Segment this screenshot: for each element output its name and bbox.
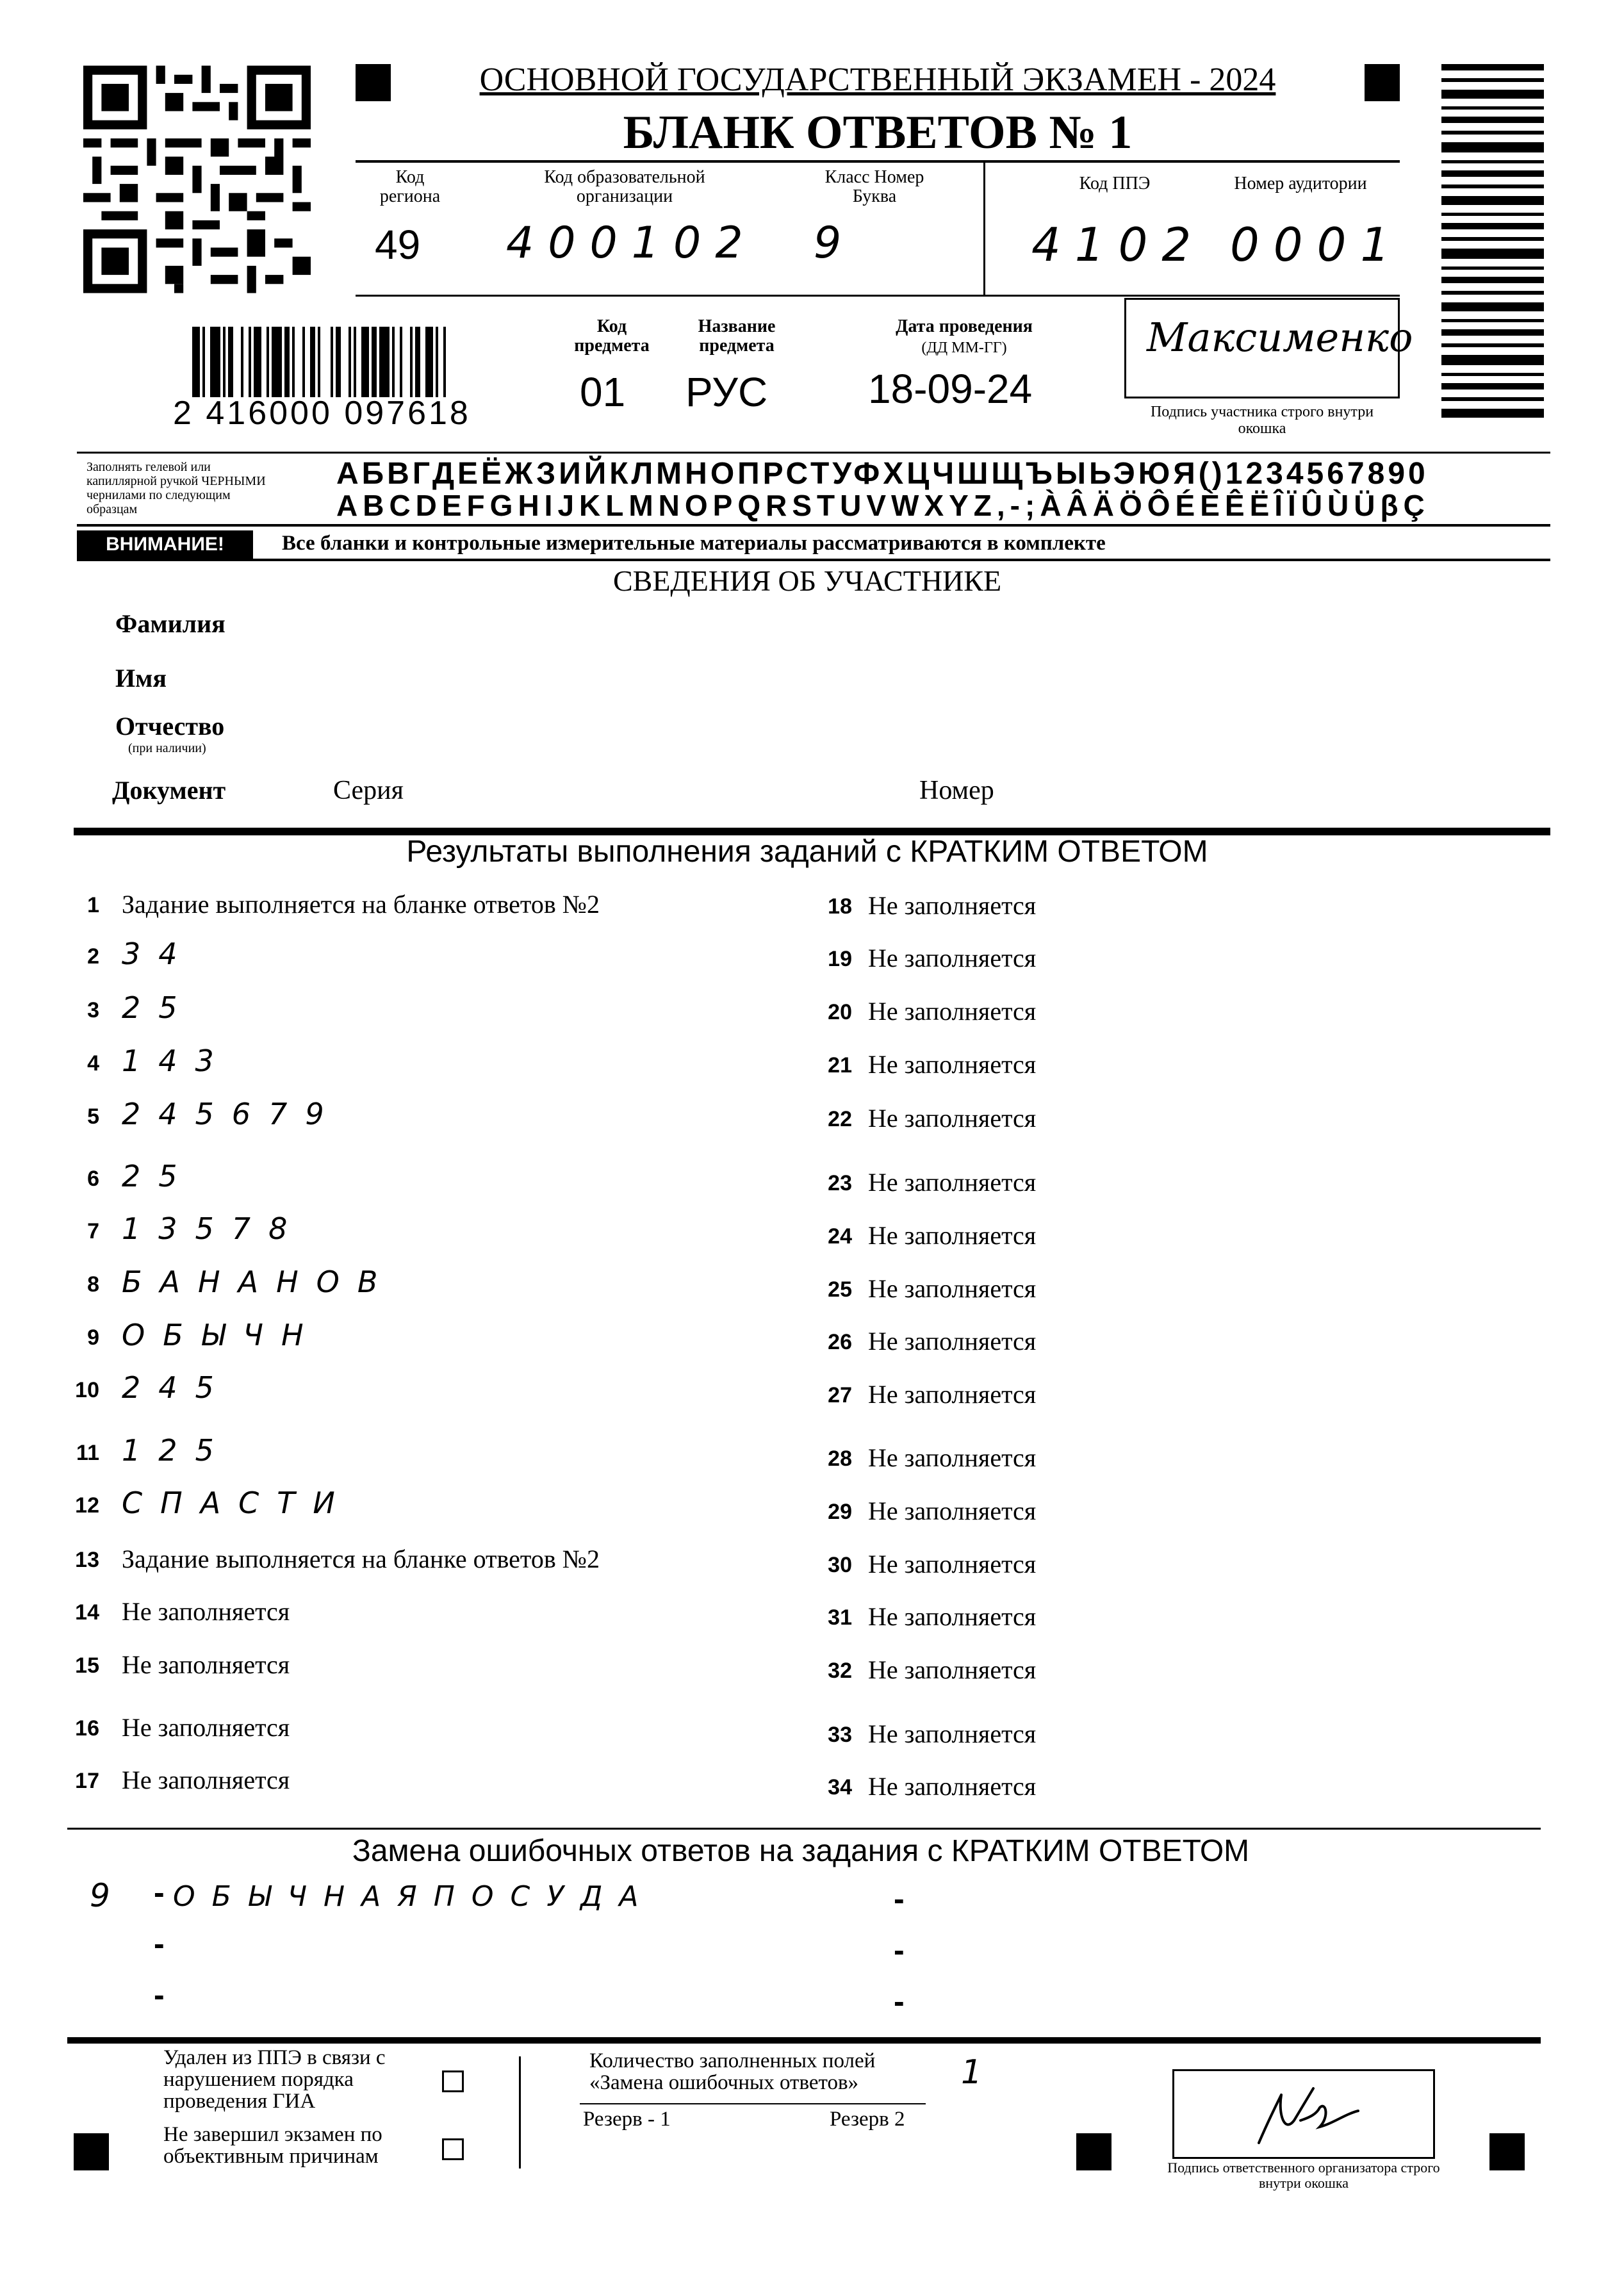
task-note: Не заполняется [868,1772,1037,1801]
exam-title: ОСНОВНОЙ ГОСУДАРСТВЕННЫЙ ЭКЗАМЕН - 2024 [479,61,1276,98]
results-rule [67,1828,1541,1830]
registration-marker-bottom-right [1489,2133,1525,2170]
registration-marker-bottom-left [74,2133,109,2170]
replacement-dash-5: - [894,1932,905,1968]
task-number: 14 [75,1600,99,1625]
task-number: 28 [828,1447,852,1471]
task-number: 12 [75,1493,99,1518]
task-number: 23 [828,1171,852,1195]
task-number: 13 [75,1548,99,1572]
task-note: Не заполняется [122,1713,290,1742]
registration-marker-top-left [356,64,391,101]
room-value: 0001 [1230,218,1404,272]
task-note: Не заполняется [868,1050,1037,1079]
task-number: 18 [828,894,852,919]
org-label: Код образовательной организации [544,167,705,206]
form-title: БЛАНК ОТВЕТОВ № 1 [623,106,1133,159]
task-note: Не заполняется [122,1650,290,1679]
task-note: Не заполняется [868,1274,1037,1303]
surname-label: Фамилия [115,609,226,638]
task-number: 7 [87,1219,99,1243]
date-value: 18-09-24 [868,366,1033,412]
task-number: 21 [828,1053,852,1078]
task-answer: 143 [122,1044,232,1078]
results-title: Результаты выполнения заданий с КРАТКИМ ОТВЕТОМ [406,835,1208,869]
not-finished-text: Не завершил экзамен по объективным причинам [163,2123,382,2168]
task-note: Не заполняется [868,1655,1037,1684]
task-note: Не заполняется [868,1719,1037,1748]
sample-row-cyrillic: АБВГДЕЁЖЗИЙКЛМНОПРСТУФХЦЧШЩЪЫЬЭЮЯ()1234567890 [336,457,1429,491]
count-value: 1 [961,2053,997,2092]
ppe-value: 4102 [1031,218,1206,272]
task-note: Не заполняется [122,1597,290,1626]
document-label: Документ [112,776,226,805]
task-note: Не заполняется [122,1766,290,1794]
task-note: Не заполняется [868,1327,1037,1356]
task-note: Не заполняется [868,1550,1037,1578]
task-number: 20 [828,1000,852,1024]
task-number: 17 [75,1769,99,1793]
task-answer: 25 [122,990,195,1025]
reserve-1: Резерв - 1 [583,2108,671,2131]
replacement-title: Замена ошибочных ответов на задания с КРАТКИМ ОТВЕТОМ [352,1834,1250,1868]
task-number: 19 [828,947,852,971]
task-number: 31 [828,1605,852,1630]
date-label: Дата проведения [896,316,1033,336]
task-number: 30 [828,1553,852,1577]
task-number: 10 [75,1378,99,1402]
task-answer: 245 [122,1370,232,1405]
patronymic-note: (при наличии) [128,741,206,755]
date-format: (ДД ММ-ГГ) [921,340,1007,356]
region-value: 49 [375,222,421,268]
ppe-label: Код ППЭ [1079,174,1151,193]
participant-section-title: СВЕДЕНИЯ ОБ УЧАСТНИКЕ [612,564,1002,597]
task-number: 1 [87,893,99,917]
patronymic-label: Отчество [115,712,225,741]
side-barcode-icon [1441,64,1544,423]
task-note: Задание выполняется на бланке ответов №2 [122,1545,600,1573]
task-note: Не заполняется [868,1443,1037,1472]
task-answer: 245679 [122,1097,342,1131]
footer-divider [519,2056,521,2169]
replacement-dash-4: - [894,1881,905,1917]
registration-marker-top-right [1365,64,1400,101]
task-number: 3 [87,998,99,1022]
replacement-dash-3: - [154,1977,165,2013]
replacement-dash-6: - [894,1983,905,2019]
number-label: Номер [919,776,994,805]
removed-checkbox[interactable] [442,2070,464,2092]
org-value: 400102 [506,218,757,268]
task-number: 33 [828,1723,852,1747]
task-note: Задание выполняется на бланке ответов №2 [122,890,600,919]
organizer-caption: Подпись ответственного организатора строго внутри окошка [1167,2160,1440,2191]
task-number: 29 [828,1500,852,1524]
header-rule-mid [356,295,1400,297]
replacement-answer: ОБЫЧНАЯПОСУДА [173,1880,655,1913]
task-note: Не заполняется [868,1380,1037,1409]
task-answer: 125 [122,1433,232,1468]
task-note: Не заполняется [868,891,1037,920]
task-note: Не заполняется [868,1221,1037,1250]
task-answer: 13578 [122,1211,306,1246]
subject-code-label: Код предмета [574,316,650,356]
attention-text: Все бланки и контрольные измерительные материалы рассматриваются в комплекте [282,532,1106,555]
region-label: Код региона [379,167,441,206]
task-number: 22 [828,1107,852,1131]
sample-rule-bottom [77,524,1550,527]
task-number: 11 [76,1441,99,1465]
task-answer: БАНАНОВ [122,1265,396,1299]
task-number: 26 [828,1330,852,1354]
task-number: 34 [828,1775,852,1800]
task-number: 15 [75,1653,99,1678]
subject-name-label: Название предмета [698,316,776,356]
name-label: Имя [115,664,167,693]
task-answer: ОБЫЧН [122,1318,322,1352]
task-note: Не заполняется [868,1602,1037,1631]
subject-name-value: РУС [685,369,768,415]
attention-badge: ВНИМАНИЕ! [77,530,253,559]
signature-caption: Подпись участника строго внутри окошка [1150,404,1374,437]
task-number: 2 [87,944,99,969]
series-label: Серия [333,776,404,805]
task-number: 32 [828,1659,852,1683]
task-number: 24 [828,1224,852,1249]
task-note: Не заполняется [868,944,1037,972]
task-answer: СПАСТИ [122,1486,353,1520]
task-number: 27 [828,1383,852,1407]
task-number: 5 [87,1104,99,1129]
task-number: 25 [828,1277,852,1302]
reserve-2: Резерв 2 [830,2108,905,2131]
task-note: Не заполняется [868,997,1037,1026]
header-rule-top [356,160,1400,163]
sample-rule-top [77,452,1550,454]
removed-text: Удален из ППЭ в связи с нарушением порядка проведения ГИА [163,2046,386,2113]
task-note: Не заполняется [868,1104,1037,1133]
room-label: Номер аудитории [1234,174,1367,193]
class-label: Класс Номер Буква [824,167,924,206]
class-value: 9 [814,218,856,268]
task-number: 9 [87,1325,99,1350]
replacement-dash-1: - [154,1874,165,1910]
task-number: 6 [87,1167,99,1191]
qr-code-icon [83,64,311,295]
task-note: Не заполняется [868,1496,1037,1525]
task-answer: 25 [122,1159,195,1193]
sample-row-latin: ABCDEFGHIJKLMNOPQRSTUVWXYZ,-;ÀÂÄÖÔÉÈÊËÎÏÛÙÜβÇ [336,489,1430,522]
subject-code-value: 01 [580,369,626,415]
task-number: 16 [75,1716,99,1741]
task-number: 8 [87,1272,99,1297]
organizer-signature-icon [1256,2082,1365,2146]
task-number: 4 [87,1051,99,1076]
header-divider [983,160,985,295]
count-label: Количество заполненных полей «Замена ошибочных ответов» [589,2049,876,2094]
participant-signature: Максименко [1147,314,1413,361]
replacement-rule [67,2037,1541,2044]
replacement-dash-2: - [154,1926,165,1962]
replacement-task: 9 [90,1877,124,1914]
not-finished-checkbox[interactable] [442,2138,464,2160]
registration-marker-bottom-mid [1076,2133,1111,2170]
attention-rule [77,559,1550,561]
sample-instruction: Заполнять гелевой или капиллярной ручкой ЧЕРНЫМИ чернилами по следующим образцам [86,460,266,516]
task-note: Не заполняется [868,1168,1037,1197]
barcode-number: 2 416000 097618 [173,395,471,432]
count-underline [580,2103,926,2104]
task-answer: 34 [122,937,195,971]
